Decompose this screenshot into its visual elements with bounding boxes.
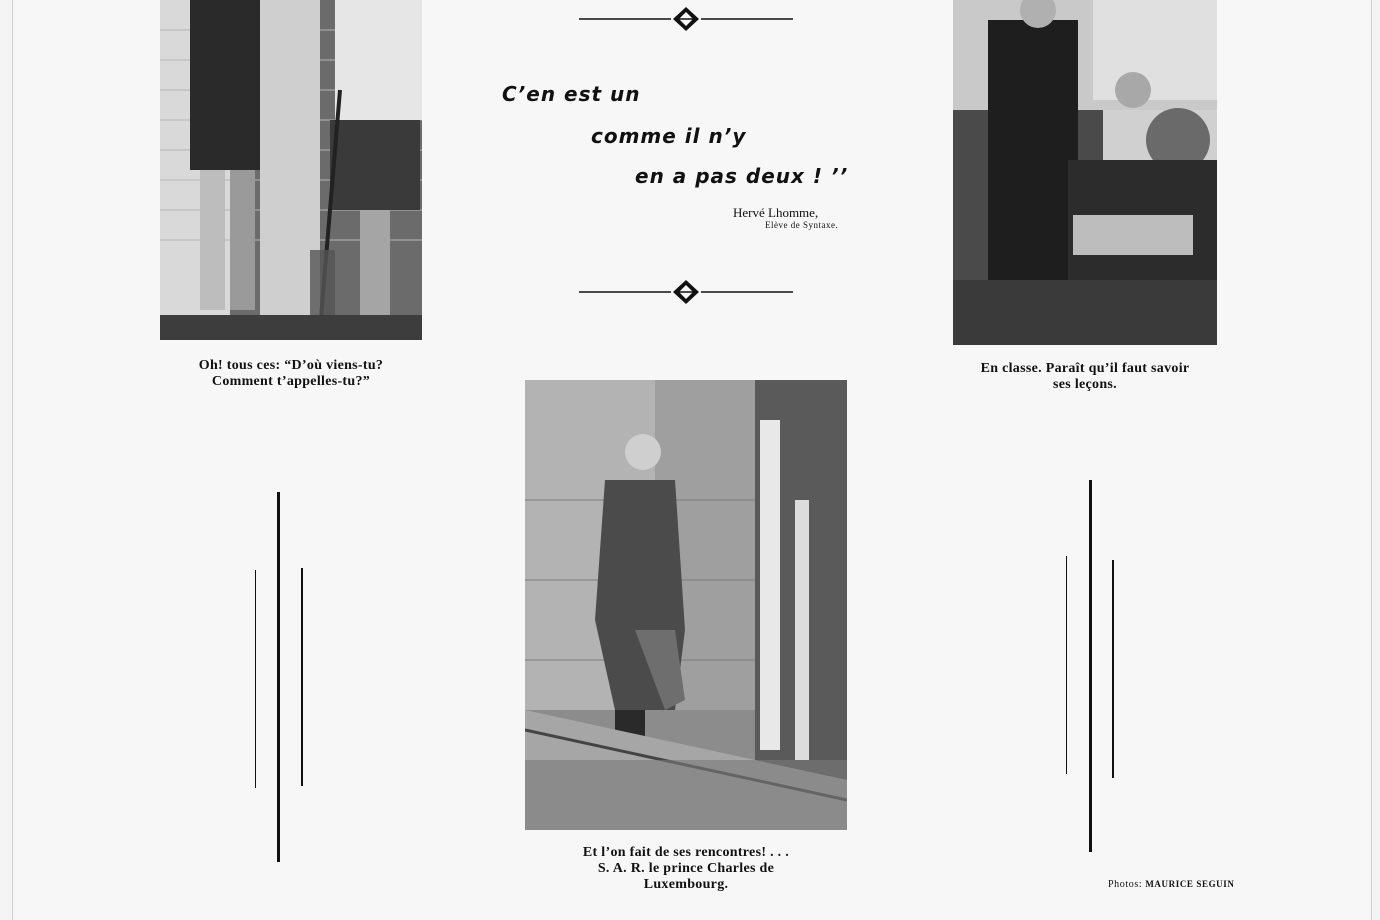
right-vertical-rule-inner-1 [1066, 556, 1067, 774]
caption-left [160, 358, 422, 390]
photo-credit-label: Photos: [1108, 879, 1143, 890]
right-vertical-rule-inner-2 [1112, 560, 1114, 778]
right-vertical-rule-main [1089, 480, 1092, 852]
bottom-ornament [579, 279, 793, 305]
caption-center-line2: S. A. R. le prince Charles de [597, 861, 775, 876]
photo-boys-talking-image [160, 0, 422, 340]
quote-author: Hervé Lhomme, [733, 205, 819, 220]
photo-prince-charles [525, 380, 847, 830]
photo-credit-name: MAURICE SEGUIN [1145, 879, 1235, 889]
caption-right [953, 361, 1217, 393]
left-vertical-rule-main [277, 492, 280, 862]
photo-classroom-image [953, 0, 1217, 345]
top-ornament [579, 6, 793, 32]
photo-prince-charles-image [525, 380, 847, 830]
magazine-page [12, 0, 1372, 920]
photo-classroom [953, 0, 1217, 345]
quote-line-2: comme il n’y [591, 124, 747, 148]
caption-center [525, 845, 847, 893]
photo-boys-talking [160, 0, 422, 340]
quote-line-1: C’en est un [502, 82, 641, 106]
caption-left-line1: Oh! tous ces: “D’où viens-tu? [198, 358, 384, 373]
left-vertical-rule-inner-1 [255, 570, 256, 788]
quote-author-title: Elève de Syntaxe. [765, 220, 839, 230]
caption-right-line1: En classe. Paraît qu’il faut savoir [980, 361, 1190, 376]
left-vertical-rule-inner-2 [301, 568, 303, 786]
caption-center-line1: Et l’on fait de ses rencontres! . . . [582, 845, 790, 860]
quote-line-3: en a pas deux ! ’’ [635, 164, 849, 188]
caption-right-line2: ses leçons. [1053, 377, 1117, 392]
photo-credit [1108, 879, 1235, 890]
caption-left-line2: Comment t’appelles-tu?” [211, 374, 371, 389]
caption-center-line3: Luxembourg. [643, 877, 729, 892]
